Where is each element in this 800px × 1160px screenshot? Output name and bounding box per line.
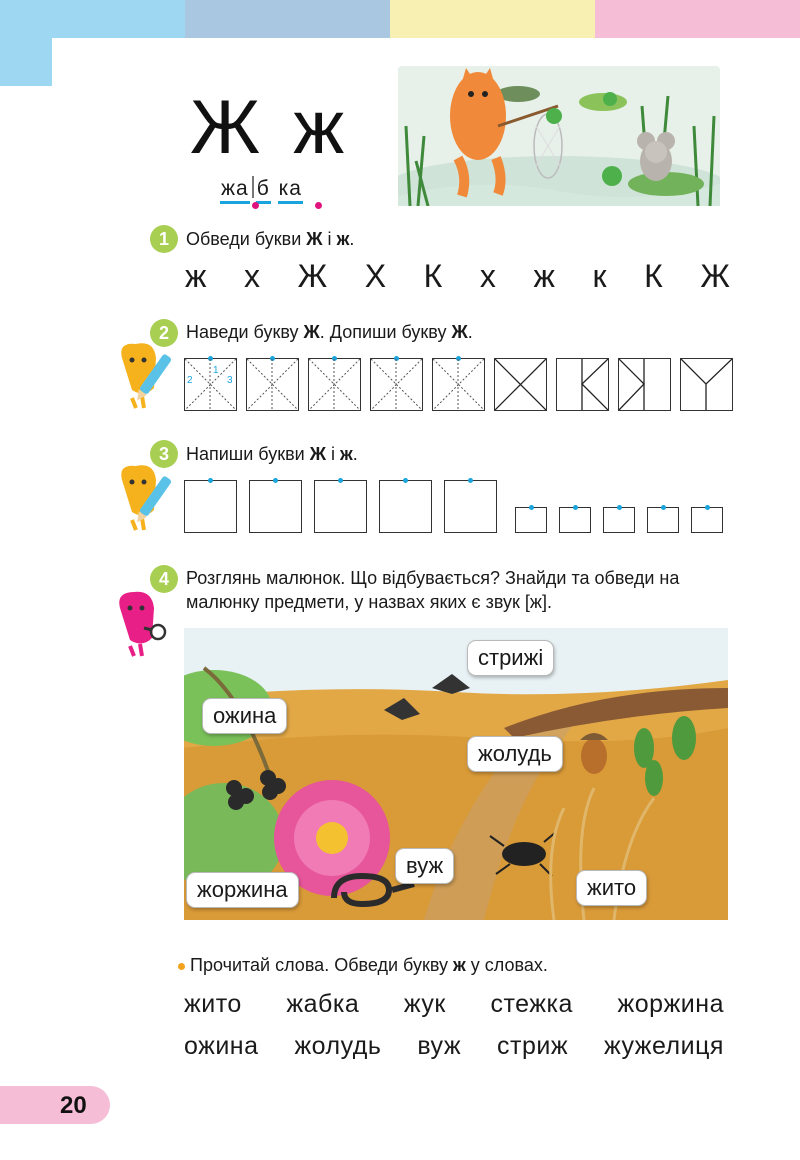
trace-cell[interactable] (184, 358, 237, 411)
letter-item[interactable]: к (592, 258, 607, 294)
stroke-number: 1 (213, 365, 219, 376)
write-cell-small[interactable] (515, 507, 547, 533)
task-2-instruction: Наведи букву Ж. Допиши букву Ж. (186, 322, 473, 342)
letter-item[interactable]: Х (364, 258, 387, 294)
reading-words-row-1 (184, 990, 724, 1019)
reading-word[interactable]: жук (403, 990, 446, 1018)
task-2-trace-grid (184, 358, 733, 411)
complete-cell[interactable] (618, 358, 671, 411)
write-cell-capital[interactable] (314, 480, 367, 533)
word-card[interactable]: жолудь (467, 736, 563, 772)
stroke-number: 3 (227, 375, 233, 386)
trace-cell[interactable] (308, 358, 361, 411)
page-number: 20 (60, 1092, 87, 1119)
write-cell-small[interactable] (647, 507, 679, 533)
complete-cell[interactable] (556, 358, 609, 411)
page-number-tab (0, 1086, 110, 1124)
task-4-instruction: Розглянь малюнок. Що відбувається? Знайди та обведи на малюнку предмети, у назвах яких є звук [ж]. (186, 568, 680, 612)
reading-word[interactable]: жужелиця (603, 1032, 724, 1060)
complete-cell[interactable] (680, 358, 733, 411)
pencil-mascot-icon (114, 338, 176, 410)
letter-item[interactable]: Ж (297, 258, 328, 294)
letter-item[interactable]: ж (533, 258, 555, 294)
top-band-yellow (390, 0, 595, 38)
task-number: 2 (150, 319, 178, 347)
write-cell-capital[interactable] (249, 480, 302, 533)
trace-cell[interactable] (432, 358, 485, 411)
vowel-dot (252, 202, 259, 209)
top-band-pink (595, 0, 800, 38)
trace-cell[interactable] (370, 358, 423, 411)
stroke-number: 2 (187, 375, 193, 386)
task-3-write-grid (184, 480, 723, 533)
task-number: 3 (150, 440, 178, 468)
top-band-steel (185, 0, 390, 38)
complete-cell[interactable] (494, 358, 547, 411)
field-scene (184, 628, 728, 920)
word-card[interactable]: ожина (202, 698, 287, 734)
reading-instruction: Прочитай слова. Обведи букву ж у словах. (190, 955, 548, 975)
pencil-mascot-icon (114, 460, 176, 532)
reading-word[interactable]: стежка (490, 990, 573, 1018)
vowel-dot (315, 202, 322, 209)
letter-item[interactable]: К (423, 258, 443, 294)
letter-item[interactable]: х (479, 258, 496, 294)
word-card[interactable]: вуж (395, 848, 454, 884)
write-cell-capital[interactable] (184, 480, 237, 533)
syllable-2: б (256, 177, 271, 204)
syllable-3: ка (278, 177, 303, 204)
syllable-scheme (220, 176, 303, 204)
write-cell-small[interactable] (603, 507, 635, 533)
reading-word[interactable]: жоржина (617, 990, 724, 1018)
top-band-blue (0, 0, 185, 38)
task-number: 1 (150, 225, 178, 253)
reading-word[interactable]: жабка (286, 990, 360, 1018)
pond-illustration (398, 66, 720, 206)
reading-word[interactable]: стриж (497, 1032, 569, 1060)
write-cell-small[interactable] (691, 507, 723, 533)
syllable-1: жа (220, 177, 250, 204)
letter-item[interactable]: Ж (700, 258, 730, 294)
task-1-instruction: Обведи букви Ж і ж. (186, 229, 355, 249)
task-3-instruction: Напиши букви Ж і ж. (186, 444, 358, 464)
reading-word[interactable]: вуж (417, 1032, 462, 1060)
reading-word[interactable]: ожина (184, 1032, 259, 1060)
letter-item[interactable]: ж (185, 258, 207, 294)
word-card[interactable]: жито (576, 870, 647, 906)
reading-word[interactable]: жито (184, 990, 242, 1018)
word-card[interactable]: стрижі (467, 640, 554, 676)
write-cell-capital[interactable] (379, 480, 432, 533)
task-number: 4 (150, 565, 178, 593)
trace-cell[interactable] (246, 358, 299, 411)
word-card[interactable]: жоржина (186, 872, 299, 908)
write-cell-small[interactable] (559, 507, 591, 533)
reading-words-row-2 (184, 1032, 724, 1061)
reading-word[interactable]: жолудь (294, 1032, 382, 1060)
bullet-icon (178, 963, 185, 970)
letter-item[interactable]: х (244, 258, 260, 294)
write-cell-capital[interactable] (444, 480, 497, 533)
task-1-letter-row (185, 258, 730, 295)
letter-item[interactable]: К (644, 258, 663, 294)
magnifier-mascot-icon (112, 586, 174, 658)
corner-tab (0, 38, 52, 86)
letter-title: Ж ж (190, 85, 351, 170)
